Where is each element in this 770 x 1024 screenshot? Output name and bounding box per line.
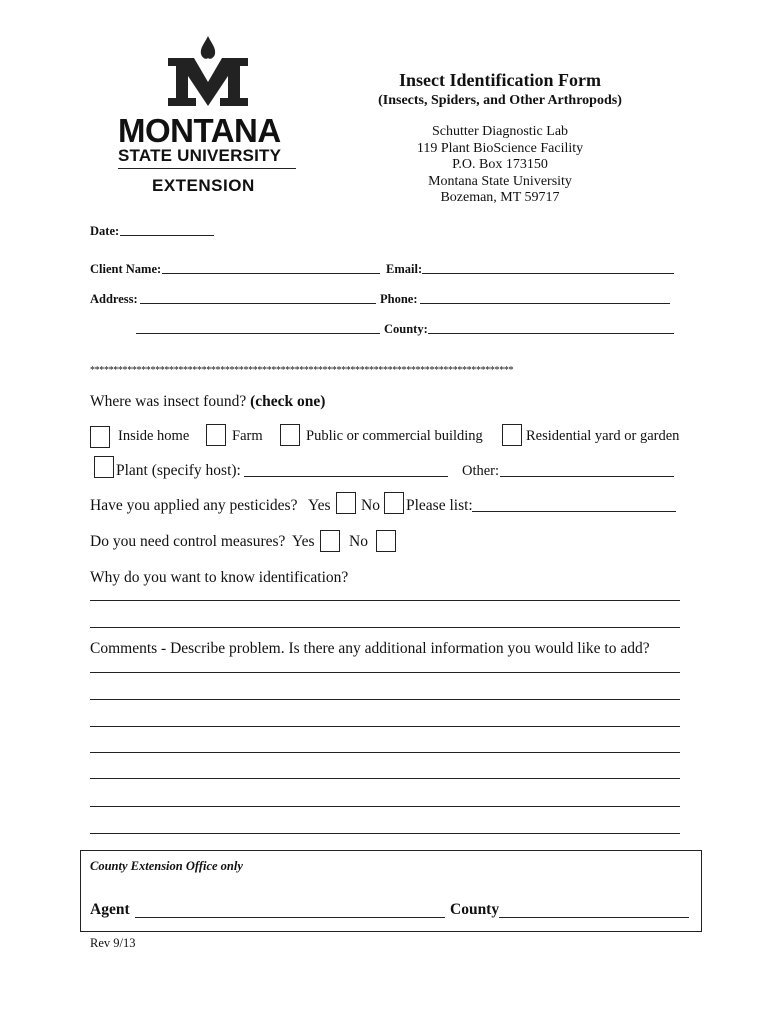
logo-divider	[118, 168, 296, 169]
plant-host-label: Plant (specify host):	[116, 462, 241, 479]
location-instruction: (check one)	[250, 393, 326, 410]
revision-note: Rev 9/13	[90, 936, 136, 950]
comments-answer-line[interactable]	[90, 699, 680, 700]
pesticides-question: Have you applied any pesticides?	[90, 497, 298, 514]
logo-text-montana: MONTANA	[118, 112, 281, 149]
address-line: Bozeman, MT 59717	[440, 190, 560, 205]
control-yes-checkbox[interactable]	[320, 530, 340, 552]
location-question-text: Where was insect found?	[90, 393, 247, 410]
other-field[interactable]	[500, 476, 674, 477]
pesticides-list-label: Please list:	[406, 497, 473, 514]
location-question	[90, 393, 325, 411]
public-building-label: Public or commercial building	[306, 428, 483, 444]
comments-answer-line[interactable]	[90, 833, 680, 834]
logo-text-extension: EXTENSION	[152, 176, 255, 195]
comments-answer-line[interactable]	[90, 672, 680, 673]
why-answer-line[interactable]	[90, 600, 680, 601]
form-subtitle: (Insects, Spiders, and Other Arthropods)	[378, 93, 622, 108]
address-label: Address:	[90, 292, 138, 306]
plant-checkbox[interactable]	[94, 456, 114, 478]
farm-checkbox[interactable]	[206, 424, 226, 446]
address-field[interactable]	[140, 303, 376, 304]
office-use-box	[80, 850, 702, 932]
logo-text-state-university: STATE UNIVERSITY	[118, 146, 282, 165]
comments-answer-line[interactable]	[90, 726, 680, 727]
agent-field[interactable]	[135, 917, 445, 918]
email-field[interactable]	[422, 273, 674, 274]
client-name-label: Client Name:	[90, 262, 162, 276]
farm-label: Farm	[232, 428, 263, 444]
agent-label: Agent	[90, 901, 130, 918]
address-line: 119 Plant BioScience Facility	[416, 140, 584, 156]
form-title: Insect Identification Form	[399, 70, 601, 90]
inside-home-checkbox[interactable]	[90, 426, 110, 448]
address-line: Schutter Diagnostic Lab	[431, 124, 569, 139]
comments-question: Comments - Describe problem. Is there any additional information you would like to add?	[90, 640, 650, 657]
inside-home-label: Inside home	[118, 428, 190, 444]
phone-label: Phone:	[380, 292, 418, 306]
date-label: Date:	[90, 224, 120, 238]
office-county-field[interactable]	[499, 917, 689, 918]
other-label: Other:	[462, 463, 500, 479]
date-field[interactable]	[120, 235, 214, 236]
plant-host-field[interactable]	[244, 476, 448, 477]
control-yes-label: Yes	[292, 533, 315, 550]
pesticides-yes-checkbox[interactable]	[336, 492, 356, 514]
client-name-field[interactable]	[162, 273, 380, 274]
county-label: County:	[384, 322, 428, 336]
address-line: P.O. Box 173150	[452, 157, 548, 172]
pesticides-yes-label: Yes	[308, 497, 331, 514]
email-label: Email:	[386, 262, 423, 276]
office-county-label: County	[450, 901, 500, 918]
msu-logo-icon	[160, 36, 256, 112]
phone-field[interactable]	[420, 303, 670, 304]
why-answer-line[interactable]	[90, 627, 680, 628]
office-heading: County Extension Office only	[90, 859, 243, 873]
separator-line: *******************************************************************************************	[90, 365, 514, 376]
pesticides-no-label: No	[361, 497, 380, 514]
comments-answer-line[interactable]	[90, 778, 680, 779]
address-line2-field[interactable]	[136, 333, 380, 334]
comments-answer-line[interactable]	[90, 752, 680, 753]
control-no-checkbox[interactable]	[376, 530, 396, 552]
county-field[interactable]	[428, 333, 674, 334]
pesticides-list-field[interactable]	[472, 511, 676, 512]
address-line: Montana State University	[428, 173, 572, 189]
control-question: Do you need control measures?	[90, 533, 286, 550]
why-question: Why do you want to know identification?	[90, 569, 349, 586]
control-no-label: No	[349, 533, 368, 550]
comments-answer-line[interactable]	[90, 806, 680, 807]
residential-yard-label: Residential yard or garden	[526, 428, 680, 444]
public-building-checkbox[interactable]	[280, 424, 300, 446]
pesticides-no-checkbox[interactable]	[384, 492, 404, 514]
residential-yard-checkbox[interactable]	[502, 424, 522, 446]
lab-address-block	[380, 124, 620, 207]
